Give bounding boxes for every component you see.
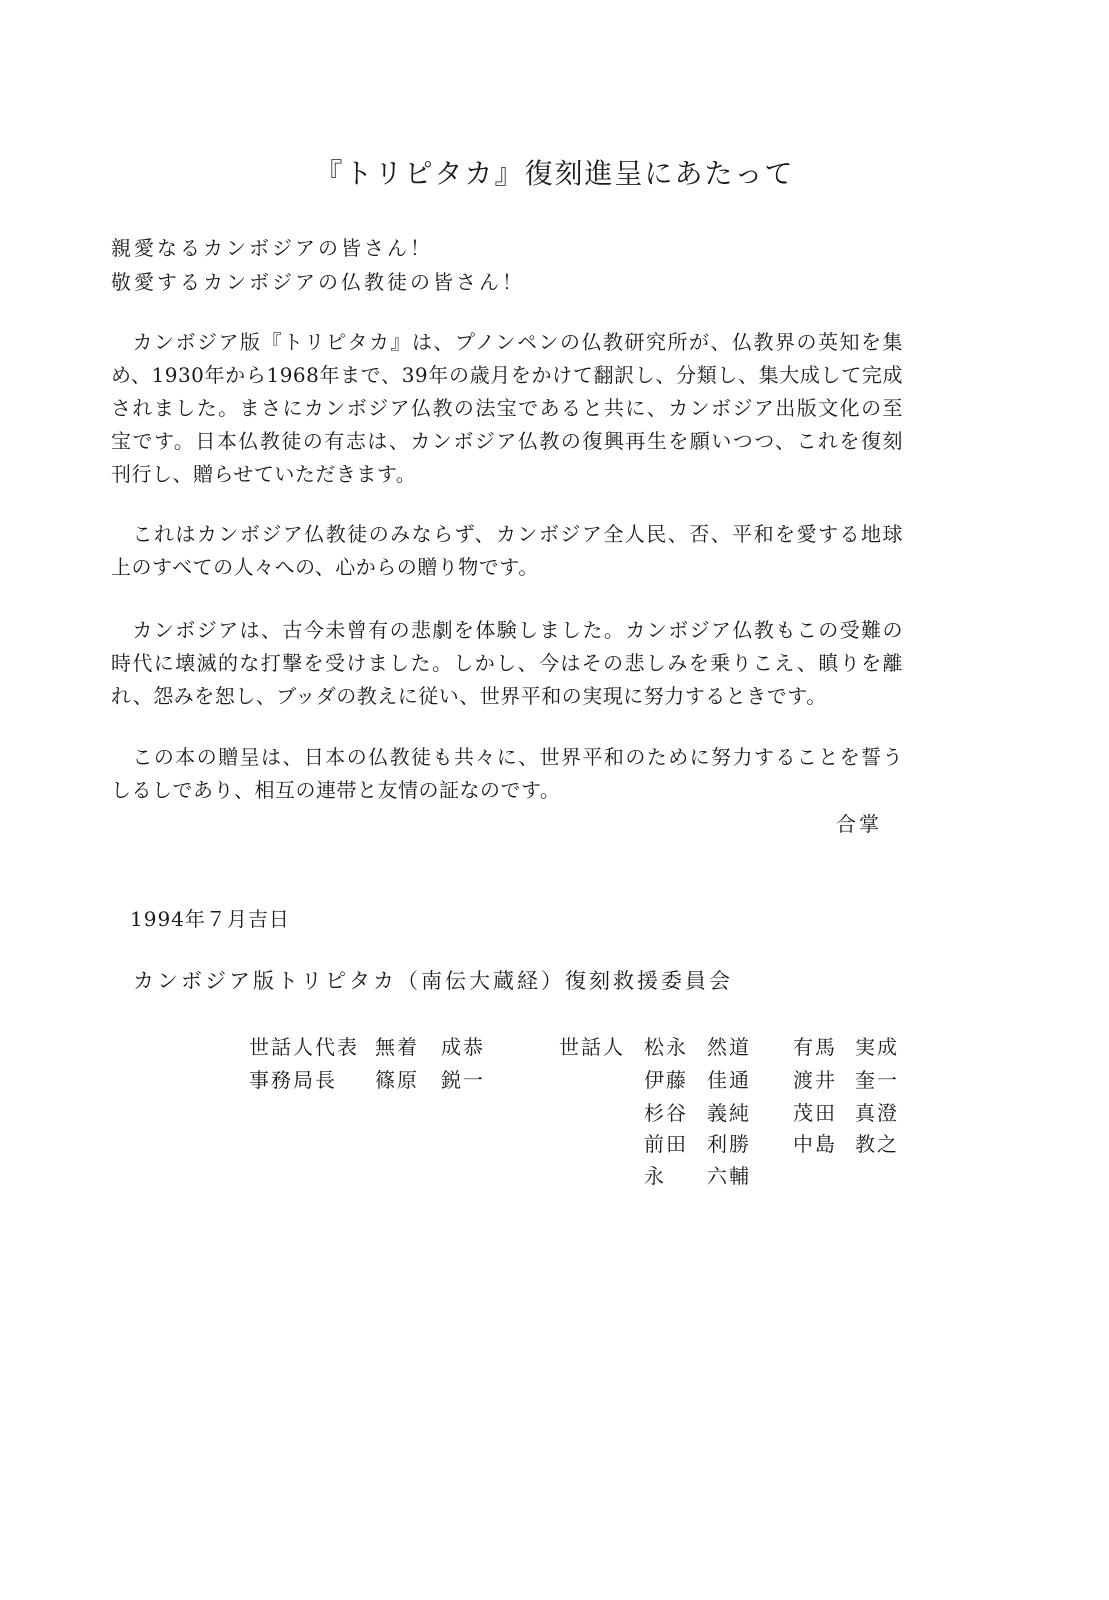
- paragraph-line: この本の贈呈は、日本の仏教徒も共々に、世界平和のために努力することを誓う: [111, 745, 903, 769]
- caretaker-family-name: 前田: [644, 1132, 688, 1156]
- caretaker-family-name: 渡井: [793, 1068, 837, 1092]
- paragraph-line: 宝です。日本仏教徒の有志は、カンボジア仏教の復興再生を願いつつ、これを復刻: [111, 429, 903, 453]
- paragraph-line: め、1930年から1968年まで、39年の歳月をかけて翻訳し、分類し、集大成して完成: [111, 363, 903, 387]
- caretaker-given-name: 教之: [855, 1132, 899, 1156]
- committee-name: カンボジア版トリピタカ（南伝大蔵経）復刻救援委員会: [133, 969, 733, 993]
- caretaker-given-name: 六輔: [707, 1164, 751, 1188]
- caretaker-family-name: 永: [644, 1164, 666, 1188]
- officer-family-name: 無着: [375, 1035, 419, 1059]
- paragraph-line: カンボジア版『トリピタカ』は、プノンペンの仏教研究所が、仏教界の英知を集: [111, 330, 903, 354]
- caretaker-family-name: 杉谷: [644, 1101, 688, 1125]
- caretaker-given-name: 義純: [707, 1101, 751, 1125]
- caretaker-family-name: 有馬: [793, 1035, 837, 1059]
- paragraph-line: 上のすべての人々への、心からの贈り物です。: [111, 555, 539, 579]
- caretaker-family-name: 松永: [644, 1035, 688, 1059]
- paragraph-line: カンボジアは、古今未曾有の悲劇を体験しました。カンボジア仏教もこの受難の: [111, 618, 903, 642]
- caretaker-given-name: 佳通: [707, 1068, 751, 1092]
- page-title: 『トリピタカ』復刻進呈にあたって: [314, 157, 795, 190]
- caretaker-given-name: 奎一: [855, 1068, 899, 1092]
- paragraph-line: 刊行し、贈らせていただきます。: [111, 462, 417, 486]
- paragraph-line: 時代に壊滅的な打撃を受けました。しかし、今はその悲しみを乗りこえ、瞋りを離: [111, 651, 903, 675]
- caretaker-given-name: 真澄: [855, 1101, 899, 1125]
- caretaker-family-name: 中島: [793, 1132, 837, 1156]
- caretakers-label: 世話人: [559, 1035, 625, 1059]
- caretaker-given-name: 然道: [707, 1035, 751, 1059]
- greeting-line: 敬愛するカンボジアの仏教徒の皆さん！: [111, 270, 525, 294]
- officer-role: 事務局長: [249, 1068, 337, 1092]
- paragraph-line: されました。まさにカンボジア仏教の法宝であると共に、カンボジア出版文化の至: [111, 396, 903, 420]
- officer-role: 世話人代表: [249, 1035, 359, 1059]
- officer-family-name: 篠原: [375, 1068, 419, 1092]
- officer-given-name: 鋭一: [441, 1068, 485, 1092]
- paragraph-line: しるしであり、相互の連帯と友情の証なのです。: [111, 778, 561, 802]
- caretaker-given-name: 実成: [855, 1035, 899, 1059]
- paragraph-line: れ、怨みを恕し、ブッダの教えに従い、世界平和の実現に努力するときです。: [111, 684, 827, 708]
- caretaker-family-name: 伊藤: [644, 1068, 688, 1092]
- document-date: 1994年７月吉日: [130, 907, 290, 931]
- closing-gassho: 合掌: [836, 812, 882, 836]
- officer-given-name: 成恭: [441, 1035, 485, 1059]
- paragraph-line: これはカンボジア仏教徒のみならず、カンボジア全人民、否、平和を愛する地球: [111, 522, 903, 546]
- greeting-line: 親愛なるカンボジアの皆さん！: [111, 236, 433, 260]
- caretaker-family-name: 茂田: [793, 1101, 837, 1125]
- caretaker-given-name: 利勝: [707, 1132, 751, 1156]
